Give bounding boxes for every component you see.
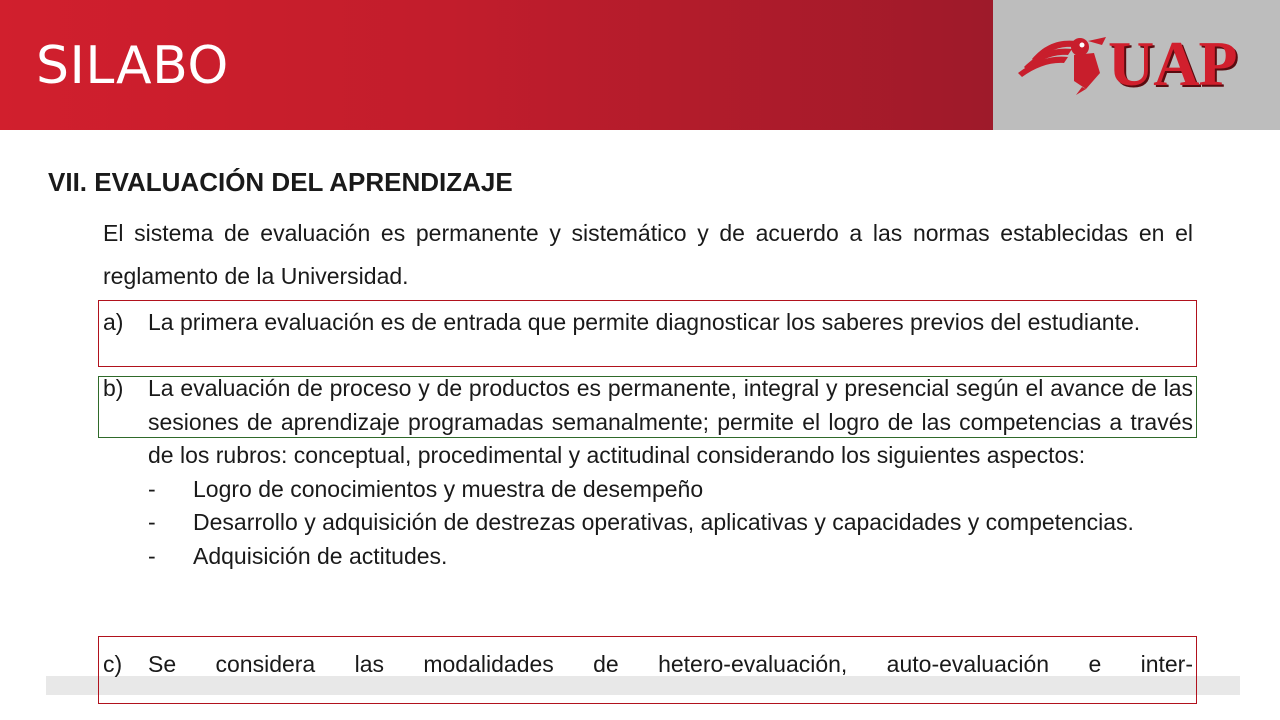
sub-item-dash: -: [148, 542, 156, 569]
sub-item-text: Adquisición de actitudes.: [193, 542, 448, 569]
uap-logo-text: UAP: [1108, 28, 1237, 99]
item-text: La evaluación de proceso y de productos es permanente, integral y presencial según el avance de las sesiones de aprendizaje programadas semanalmente; permite el logro de las competencias a través de los rubros: conceptual, procedimental y actitudinal considerando los siguientes aspectos:: [148, 375, 1193, 468]
item-text: Se considera las modalidades de hetero-evaluación, auto-evaluación e inter-: [148, 651, 1193, 677]
item-text: La primera evaluación es de entrada que permite diagnosticar los saberes previos del estudiante.: [148, 309, 1141, 335]
item-marker: a): [103, 309, 124, 335]
highlight-box-green: [98, 376, 1197, 438]
sub-item-dash: -: [148, 509, 156, 535]
item-marker: b): [103, 375, 124, 401]
sub-item-text: Desarrollo y adquisición de destrezas operativas, aplicativas y capacidades y competencias.: [193, 509, 1134, 535]
sub-item: [148, 473, 1193, 507]
section-intro: El sistema de evaluación es permanente y sistemático y de acuerdo a las normas establecidas en el reglamento de la Universidad.: [103, 220, 1193, 289]
item-marker: c): [103, 651, 123, 677]
sub-item: [148, 540, 1193, 574]
sub-item-dash: -: [148, 475, 156, 502]
condor-logo-icon: [1016, 33, 1108, 95]
highlight-box-red: [98, 300, 1197, 367]
highlight-box-red: [98, 636, 1197, 704]
sub-item: [148, 506, 1193, 540]
section-title: VII. EVALUACIÓN DEL APRENDIZAJE: [48, 167, 513, 197]
slide-title: SILABO: [36, 36, 229, 96]
sub-item-text: Logro de conocimientos y muestra de desempeño: [193, 475, 704, 502]
header-banner: [0, 0, 993, 130]
